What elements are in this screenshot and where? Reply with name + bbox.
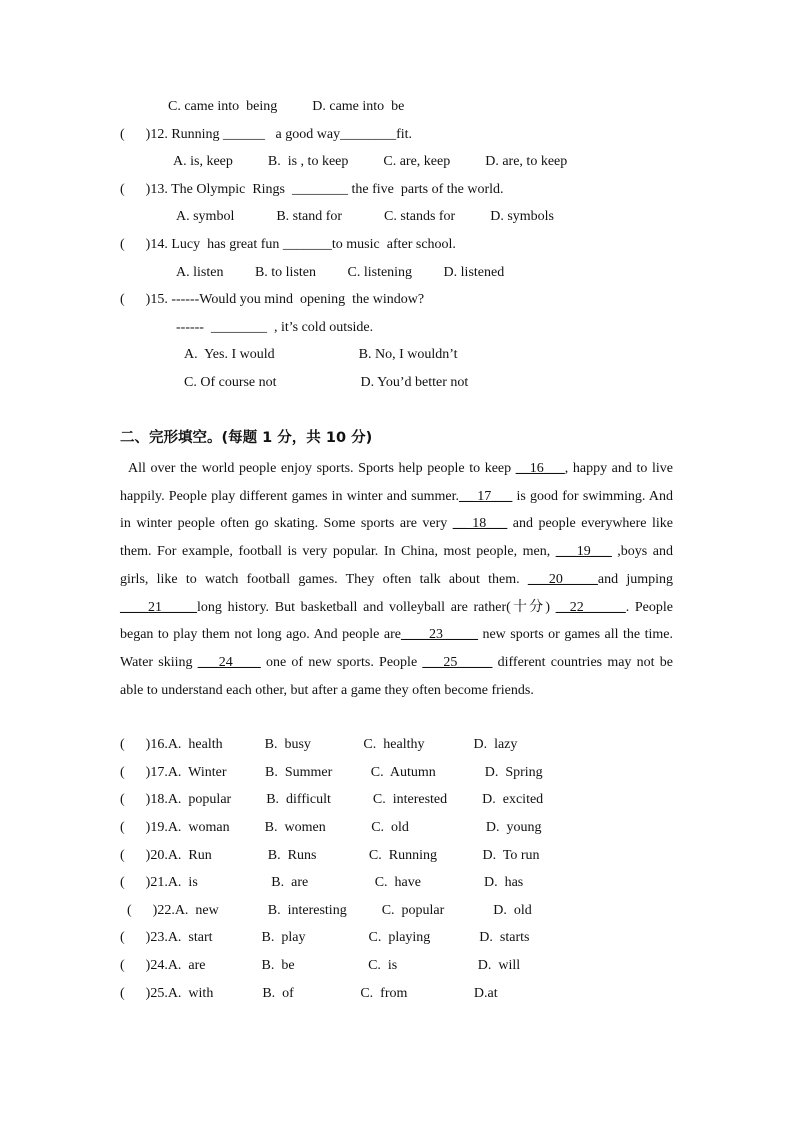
- blank-22: __22______: [555, 599, 626, 615]
- q14-stem: ( )14. Lucy has great fun _______to music after school.: [120, 237, 456, 252]
- q11-options-cd: C. came into being D. came into be: [168, 99, 405, 114]
- blank-18: __ 18___: [452, 516, 508, 532]
- blank-20: ___20_____: [527, 571, 598, 587]
- section-heading-cloze: 二、完形填空。(每题 1 分，共 10 分): [120, 430, 373, 446]
- q12-stem: ( )12. Running ______ a good way________fit.: [120, 127, 413, 142]
- blank-24: ___24____: [197, 654, 261, 670]
- cloze-option-row: ( )24.A. are B. be C. is D. will: [120, 958, 521, 973]
- q13-options: A. symbol B. stand for C. stands for D. symbols: [176, 209, 554, 224]
- q15-reply: ------ ________ , it’s cold outside.: [176, 320, 374, 335]
- q12-options: A. is, keep B. is , to keep C. are, keep D. are, to keep: [173, 154, 568, 169]
- blank-23: ____23_____: [400, 627, 478, 643]
- cloze-option-row: ( )23.A. start B. play C. playing D. starts: [120, 930, 530, 945]
- cloze-option-row: ( )19.A. woman B. women C. old D. young: [120, 820, 542, 835]
- blank-17: __ 17___: [459, 488, 513, 504]
- cloze-option-row: ( )21.A. is B. are C. have D. has: [120, 875, 524, 890]
- q15-options-ab: A. Yes. I would B. No, I wouldn’t: [184, 347, 458, 362]
- q14-options: A. listen B. to listen C. listening D. listened: [176, 265, 505, 280]
- cloze-option-row: ( )25.A. with B. of C. from D.at: [120, 986, 498, 1001]
- cloze-option-row: ( )20.A. Run B. Runs C. Running D. To run: [120, 848, 540, 863]
- q15-stem: ( )15. ------Would you mind opening the window?: [120, 292, 425, 307]
- blank-16: __16___: [515, 461, 565, 476]
- blank-19: ___19___: [555, 544, 612, 560]
- cloze-option-row: ( )16.A. health B. busy C. healthy D. lazy: [120, 737, 518, 752]
- blank-21: ____21_____: [120, 599, 197, 615]
- blank-25: ___25_____: [422, 654, 493, 670]
- q15-options-cd: C. Of course not D. You’d better not: [184, 375, 469, 390]
- cloze-option-row: ( )22.A. new B. interesting C. popular D. old: [120, 903, 532, 918]
- cloze-option-row: ( )18.A. popular B. difficult C. interested D. excited: [120, 792, 544, 807]
- cloze-passage: All over the world people enjoy sports. Sports help people to keep __16___, happy and to live happily. People play different games in winter and summer.__ 17___ is good for swimming. And in winter people often go skating. Some sports are very __ 18___ and people everywhere like them. For example, football is very popular. In China, most people, men, ___19___ ,boys and girls, like to watch football games. They often talk about them. ___20_____and jumping ____21_____long history. But basketball and volleyball are rather(十分) __22______. People began to play them not long ago. And people are____23_____ new sports or games all the time. Water skiing ___24____ one of new sports. People ___25_____ different countries may not be able to understand each other, but after a game they often become friends.: [120, 461, 673, 698]
- cloze-option-row: ( )17.A. Winter B. Summer C. Autumn D. Spring: [120, 765, 543, 780]
- q13-stem: ( )13. The Olympic Rings ________ the five parts of the world.: [120, 182, 504, 197]
